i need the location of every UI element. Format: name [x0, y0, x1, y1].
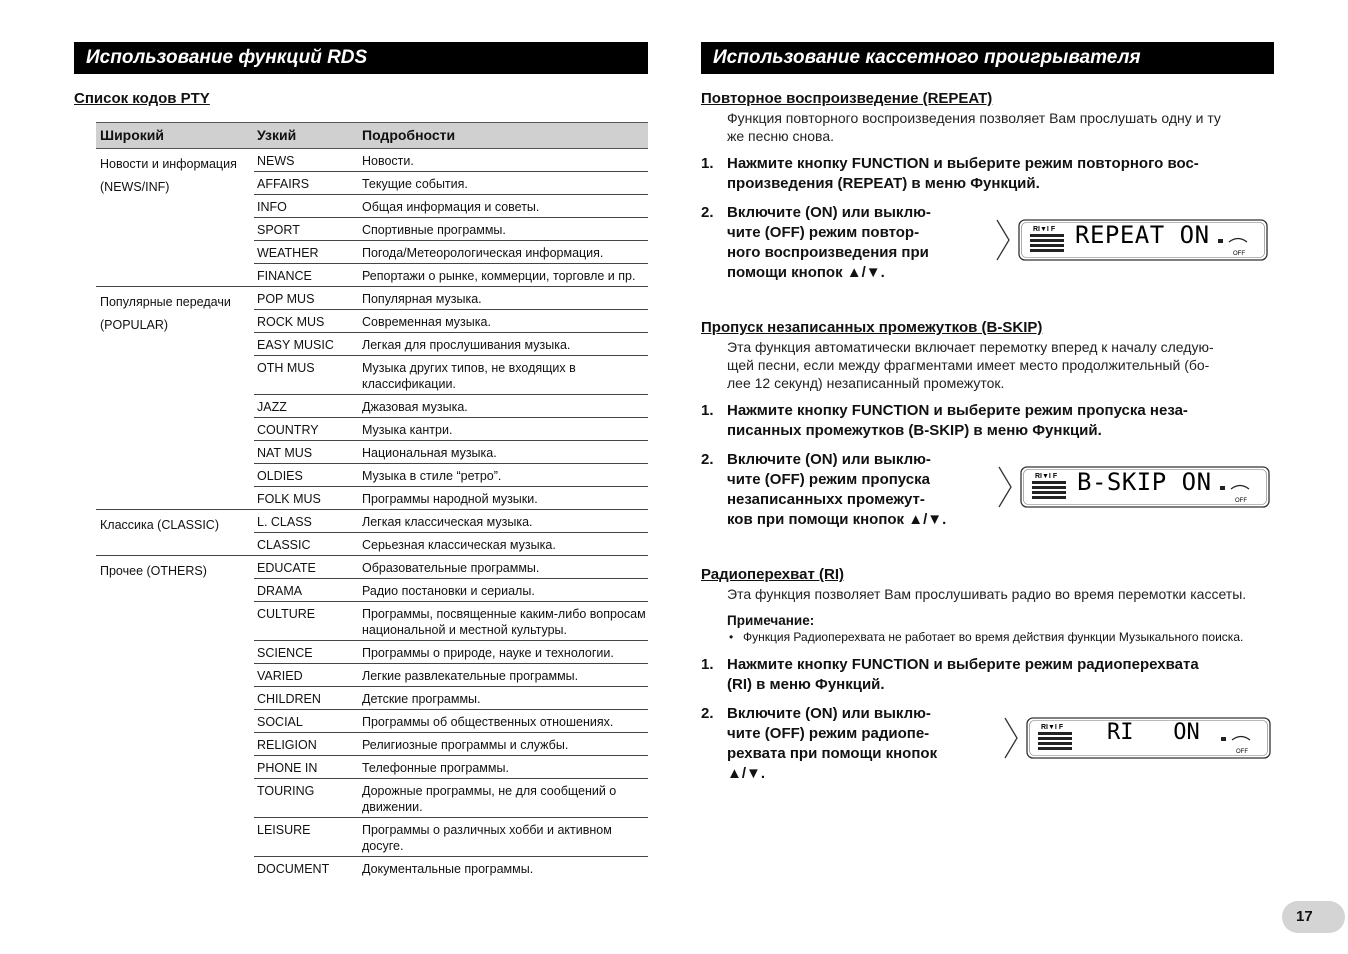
pty-code-cell: INFO [257, 200, 287, 214]
lcd-text: REPEAT ON [1075, 221, 1210, 249]
note-item [729, 630, 1243, 644]
pty-description-cell: Дорожные программы, не для сообщений о движении. [362, 784, 617, 814]
pty-description-cell: Программы о природе, науке и технологии. [362, 646, 614, 660]
table-row [254, 818, 648, 857]
broad-category-text: Классика (CLASSIC) [100, 518, 219, 532]
pty-code-cell: WEATHER [257, 246, 319, 260]
bskip-intro [727, 338, 1214, 392]
pty-code-cell: JAZZ [257, 400, 287, 414]
lcd-display-bskip [997, 463, 1272, 511]
table-row [254, 510, 648, 533]
table-row [254, 664, 648, 687]
lcd-indicator-icon [1220, 486, 1225, 490]
broad-category-text: (POPULAR) [100, 318, 169, 332]
pty-code-cell: EDUCATE [257, 561, 316, 575]
pty-list-title: Список кодов PTY [74, 90, 210, 107]
step-line: чите (OFF) режим пропуска [727, 471, 930, 488]
table-row [254, 195, 648, 218]
pty-code-cell: CLASSIC [257, 538, 311, 552]
step-line: ков при помощи кнопок ▲/▼. [727, 511, 947, 528]
table-row [254, 733, 648, 756]
step-number: 2. [701, 451, 714, 468]
pty-code-cell: OLDIES [257, 469, 303, 483]
pty-code-cell: SOCIAL [257, 715, 303, 729]
pty-code-cell: AFFAIRS [257, 177, 310, 191]
page-number: 17 [1282, 901, 1345, 933]
bskip-step-1 [701, 401, 1188, 441]
ri-step-1 [701, 655, 1199, 695]
broad-category-text: (NEWS/INF) [100, 180, 170, 194]
lcd-off-label: OFF [1235, 498, 1247, 504]
step-number: 1. [701, 656, 714, 673]
note-text: Функция Радиоперехвата не работает во время действия функции Музыкального поиска. [743, 630, 1244, 644]
step-line: Включите (ON) или выклю- [727, 451, 931, 468]
pty-code-cell: SPORT [257, 223, 300, 237]
pty-description-cell: Легкая классическая музыка. [362, 515, 533, 529]
note-title: Примечание: [727, 613, 815, 628]
lcd-text: B-SKIP ON [1077, 468, 1212, 496]
repeat-intro [727, 109, 1221, 145]
broad-category-cell [96, 287, 254, 509]
bskip-step-2 [701, 450, 946, 530]
table-row [254, 310, 648, 333]
pty-code-cell: CULTURE [257, 607, 316, 621]
pty-code-cell: NAT MUS [257, 446, 313, 460]
step-line: незаписанныхх промежут- [727, 491, 925, 508]
table-row [254, 687, 648, 710]
table-group [96, 149, 648, 287]
table-row [254, 264, 648, 286]
table-row [254, 172, 648, 195]
pty-table [96, 122, 648, 879]
table-row [254, 487, 648, 509]
pty-code-cell: SCIENCE [257, 646, 313, 660]
pty-code-cell: POP MUS [257, 292, 315, 306]
section-header-rds: Использование функций RDS [74, 42, 648, 74]
step-line: чите (OFF) режим радиопе- [727, 725, 930, 742]
repeat-step-1 [701, 154, 1199, 194]
pty-description-cell: Музыка кантри. [362, 423, 453, 437]
pty-description-cell: Документальные программы. [362, 862, 534, 876]
table-row [254, 857, 648, 879]
col-header-details: Подробности [362, 127, 456, 143]
pty-code-cell: EASY MUSIC [257, 338, 334, 352]
table-group [96, 556, 648, 879]
pty-code-cell: L. CLASS [257, 515, 312, 529]
broad-category-text: Новости и информация [100, 157, 237, 171]
pty-description-cell: Детские программы. [362, 692, 481, 706]
col-header-narrow: Узкий [257, 127, 297, 143]
pty-description-cell: Современная музыка. [362, 315, 491, 329]
pty-code-cell: OTH MUS [257, 361, 315, 375]
table-row [254, 602, 648, 641]
pty-code-cell: PHONE IN [257, 761, 318, 775]
repeat-intro-line: же песню снова. [727, 128, 835, 144]
table-row [254, 710, 648, 733]
section-header-cassette: Использование кассетного проигрывателя [701, 42, 1274, 74]
step-line: писанных промежутков (B-SKIP) в меню Функций. [727, 422, 1102, 439]
pty-code-cell: ROCK MUS [257, 315, 325, 329]
pty-code-cell: CHILDREN [257, 692, 321, 706]
bskip-title: Пропуск незаписанных промежутков (B-SKIP) [701, 319, 1043, 336]
pty-description-cell: Музыка в стиле “ретро”. [362, 469, 502, 483]
step-number: 2. [701, 705, 714, 722]
pty-code-cell: FOLK MUS [257, 492, 321, 506]
pty-description-cell: Образовательные программы. [362, 561, 540, 575]
bskip-intro-line: щей песни, если между фрагментами имеет место продолжительный (бо- [727, 357, 1210, 373]
table-row [254, 218, 648, 241]
table-row [254, 641, 648, 664]
pty-description-cell: Джазовая музыка. [362, 400, 468, 414]
lcd-indicator-label: RI▼I F [1035, 473, 1058, 480]
pty-description-cell: Музыка других типов, не входящих в классификации. [362, 361, 576, 391]
pty-code-cell: LEISURE [257, 823, 311, 837]
table-row [254, 356, 648, 395]
broad-category-cell [96, 149, 254, 286]
lcd-display-ri [1003, 714, 1273, 762]
pty-description-cell: Текущие события. [362, 177, 468, 191]
col-header-broad: Широкий [100, 127, 164, 143]
repeat-intro-line: Функция повторного воспроизведения позволяет Вам прослушать одну и ту [727, 110, 1221, 126]
step-line: помощи кнопок ▲/▼. [727, 264, 885, 281]
pty-description-cell: Серьезная классическая музыка. [362, 538, 556, 552]
step-line: Включите (ON) или выклю- [727, 204, 931, 221]
table-row [254, 287, 648, 310]
lcd-off-label: OFF [1236, 749, 1248, 755]
lcd-off-label: OFF [1233, 251, 1245, 257]
pty-description-cell: Легкая для прослушивания музыка. [362, 338, 571, 352]
bskip-intro-line: Эта функция автоматически включает перемотку вперед к началу следую- [727, 339, 1214, 355]
table-row [254, 779, 648, 818]
table-group [96, 287, 648, 510]
table-row [254, 395, 648, 418]
pty-code-cell: VARIED [257, 669, 303, 683]
ri-intro: Эта функция позволяет Вам прослушивать радио во время перемотки кассеты. [727, 586, 1247, 602]
step-line: Нажмите кнопку FUNCTION и выберите режим пропуска неза- [727, 402, 1188, 419]
step-line: Включите (ON) или выклю- [727, 705, 931, 722]
pty-description-cell: Погода/Метеорологическая информация. [362, 246, 604, 260]
pty-description-cell: Программы, посвященные каким-либо вопросам национальной и местной культуры. [362, 607, 646, 637]
broad-category-cell [96, 556, 254, 879]
pty-description-cell: Телефонные программы. [362, 761, 509, 775]
pty-code-cell: FINANCE [257, 269, 312, 283]
pty-description-cell: Программы народной музыки. [362, 492, 538, 506]
table-row [254, 149, 648, 172]
broad-category-text: Прочее (OTHERS) [100, 564, 207, 578]
pty-code-cell: TOURING [257, 784, 315, 798]
step-line: рехвата при помощи кнопок [727, 745, 938, 762]
pty-code-cell: DRAMA [257, 584, 303, 598]
step-line: Нажмите кнопку FUNCTION и выберите режим повторного вос- [727, 155, 1199, 172]
bullet-icon: • [729, 630, 734, 644]
pty-description-cell: Общая информация и советы. [362, 200, 540, 214]
table-row [254, 333, 648, 356]
step-line: ▲/▼. [727, 765, 766, 782]
broad-category-text: Популярные передачи [100, 295, 231, 309]
table-row [254, 579, 648, 602]
pty-description-cell: Программы об общественных отношениях. [362, 715, 614, 729]
pty-code-cell: NEWS [257, 154, 295, 168]
table-row [254, 418, 648, 441]
pty-description-cell: Популярная музыка. [362, 292, 482, 306]
repeat-step-2 [701, 203, 931, 283]
pty-description-cell: Репортажи о рынке, коммерции, торговле и пр. [362, 269, 636, 283]
table-body [96, 149, 648, 879]
lcd-indicator-label: RI▼I F [1033, 226, 1056, 233]
pty-code-cell: DOCUMENT [257, 862, 330, 876]
pty-code-cell: RELIGION [257, 738, 317, 752]
table-row [254, 533, 648, 555]
pty-description-cell: Новости. [362, 154, 414, 168]
pty-description-cell: Спортивные программы. [362, 223, 506, 237]
step-number: 1. [701, 155, 714, 172]
pty-description-cell: Религиозные программы и службы. [362, 738, 569, 752]
step-line: (RI) в меню Функций. [727, 676, 885, 693]
pty-code-cell: COUNTRY [257, 423, 319, 437]
step-number: 2. [701, 204, 714, 221]
pty-description-cell: Легкие развлекательные программы. [362, 669, 579, 683]
pty-description-cell: Радио постановки и сериалы. [362, 584, 535, 598]
bskip-intro-line: лее 12 секунд) незаписанный промежуток. [727, 375, 1005, 391]
ri-step-2 [701, 704, 937, 784]
step-line: Нажмите кнопку FUNCTION и выберите режим радиоперехвата [727, 656, 1199, 673]
table-row [254, 441, 648, 464]
pty-description-cell: Программы о различных хобби и активном досуге. [362, 823, 612, 853]
table-row [254, 756, 648, 779]
ri-title: Радиоперехват (RI) [701, 566, 844, 583]
step-number: 1. [701, 402, 714, 419]
pty-description-cell: Национальная музыка. [362, 446, 497, 460]
table-row [254, 556, 648, 579]
lcd-indicator-icon [1218, 239, 1223, 243]
step-line: чите (OFF) режим повтор- [727, 224, 920, 241]
lcd-indicator-icon [1221, 737, 1226, 741]
repeat-title: Повторное воспроизведение (REPEAT) [701, 90, 993, 107]
lcd-display-repeat [995, 216, 1270, 264]
table-row [254, 241, 648, 264]
table-header [96, 122, 648, 149]
step-line: ного воспроизведения при [727, 244, 929, 261]
table-row [254, 464, 648, 487]
broad-category-cell [96, 510, 254, 555]
lcd-indicator-label: RI▼I F [1041, 724, 1064, 731]
lcd-text: RI ON [1107, 720, 1200, 745]
step-line: произведения (REPEAT) в меню Функций. [727, 175, 1040, 192]
table-group [96, 510, 648, 556]
